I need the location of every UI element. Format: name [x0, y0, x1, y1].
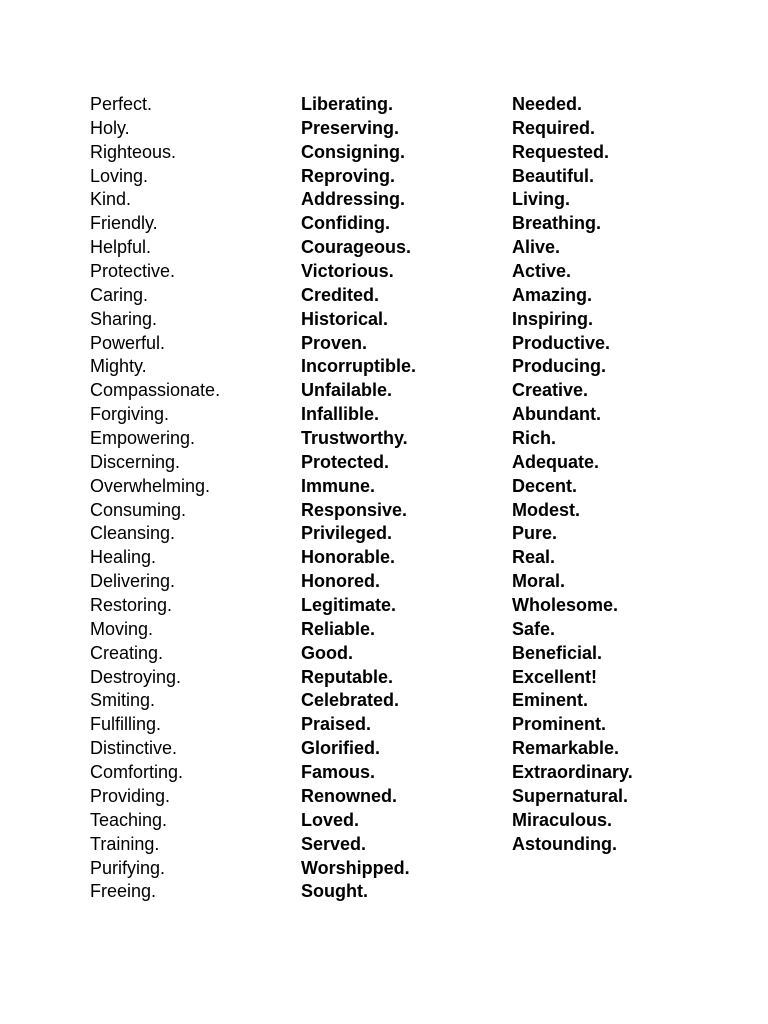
word-item: Loved. — [301, 809, 360, 830]
word-item: Comforting. — [90, 762, 184, 783]
word-item: Celebrated. — [301, 690, 400, 711]
word-item: Eminent. — [512, 690, 589, 711]
word-item: Active. — [512, 261, 572, 282]
word-item: Moral. — [512, 571, 566, 592]
word-item: Pure. — [512, 523, 558, 544]
word-item: Teaching. — [90, 809, 168, 830]
word-item: Holy. — [90, 117, 130, 138]
word-item: Protected. — [301, 451, 390, 472]
word-item: Honored. — [301, 571, 380, 592]
word-item: Sharing. — [90, 308, 158, 329]
word-item: Reliable. — [301, 618, 376, 639]
word-item: Credited. — [301, 284, 380, 305]
word-item: Distinctive. — [90, 738, 178, 759]
word-item: Modest. — [512, 499, 581, 520]
word-item: Cleansing. — [90, 523, 176, 544]
word-item: Reputable. — [301, 666, 394, 687]
word-item: Compassionate. — [90, 380, 221, 401]
word-item: Praised. — [301, 714, 372, 735]
word-item: Perfect. — [90, 94, 153, 114]
word-item: Addressing. — [301, 189, 406, 210]
word-item: Training. — [90, 833, 160, 854]
word-item: Safe. — [512, 618, 556, 639]
word-item: Caring. — [90, 284, 149, 305]
word-item: Breathing. — [512, 213, 602, 234]
word-item: Discerning. — [90, 451, 181, 472]
word-item: Reproving. — [301, 165, 396, 186]
word-item: Required. — [512, 117, 596, 138]
word-item: Freeing. — [90, 881, 157, 902]
word-item: Kind. — [90, 189, 132, 210]
word-item: Creative. — [512, 380, 589, 401]
word-item: Amazing. — [512, 284, 593, 305]
word-item: Supernatural. — [512, 785, 629, 806]
word-item: Protective. — [90, 261, 176, 282]
word-item: Astounding. — [512, 833, 617, 854]
word-item: Producing. — [512, 356, 606, 377]
word-item: Worshipped. — [301, 857, 410, 878]
word-item: Historical. — [301, 308, 389, 329]
word-item: Sought. — [301, 881, 368, 902]
word-item: Restoring. — [90, 595, 173, 616]
word-item: Fulfilling. — [90, 714, 162, 735]
word-item: Glorified. — [301, 738, 381, 759]
word-item: Healing. — [90, 547, 157, 568]
word-item: Incorruptible. — [301, 356, 417, 377]
word-item: Consigning. — [301, 141, 405, 162]
word-item: Wholesome. — [512, 595, 619, 616]
word-item: Moving. — [90, 618, 154, 639]
word-item: Creating. — [90, 642, 164, 663]
word-item: Extraordinary. — [512, 762, 633, 783]
word-column-1 — [90, 93, 220, 904]
word-item: Victorious. — [301, 261, 394, 282]
word-item: Delivering. — [90, 571, 176, 592]
word-item: Miraculous. — [512, 809, 613, 830]
word-item: Legitimate. — [301, 595, 397, 616]
word-item: Helpful. — [90, 237, 152, 258]
word-item: Friendly. — [90, 213, 158, 234]
word-item: Productive. — [512, 332, 611, 353]
word-item: Inspiring. — [512, 308, 593, 329]
word-item: Renowned. — [301, 785, 398, 806]
word-item: Preserving. — [301, 117, 400, 138]
word-item: Mighty. — [90, 356, 147, 377]
word-item: Consuming. — [90, 499, 187, 520]
word-item: Excellent! — [512, 666, 598, 687]
word-column-2 — [301, 93, 416, 904]
word-item: Living. — [512, 189, 570, 210]
word-item: Loving. — [90, 165, 149, 186]
word-item: Smiting. — [90, 690, 156, 711]
word-item: Privileged. — [301, 523, 393, 544]
word-item: Destroying. — [90, 666, 182, 687]
word-item: Liberating. — [301, 94, 394, 114]
word-item: Real. — [512, 547, 556, 568]
word-item: Famous. — [301, 762, 376, 783]
word-item: Served. — [301, 833, 367, 854]
word-item: Beneficial. — [512, 642, 603, 663]
word-item: Infallible. — [301, 404, 380, 425]
word-item: Responsive. — [301, 499, 408, 520]
word-item: Empowering. — [90, 428, 196, 449]
word-item: Overwhelming. — [90, 475, 211, 496]
word-item: Beautiful. — [512, 165, 595, 186]
word-item: Alive. — [512, 237, 561, 258]
word-item: Righteous. — [90, 141, 177, 162]
word-item: Adequate. — [512, 451, 600, 472]
word-item: Requested. — [512, 141, 610, 162]
word-item: Confiding. — [301, 213, 390, 234]
word-item: Needed. — [512, 94, 583, 114]
word-item: Prominent. — [512, 714, 607, 735]
word-item: Decent. — [512, 475, 578, 496]
word-item: Trustworthy. — [301, 428, 408, 449]
word-item: Immune. — [301, 475, 376, 496]
word-item: Abundant. — [512, 404, 601, 425]
word-item: Good. — [301, 642, 353, 663]
word-item: Honorable. — [301, 547, 396, 568]
word-item: Remarkable. — [512, 738, 620, 759]
word-column-3 — [512, 93, 633, 857]
word-item: Forgiving. — [90, 404, 170, 425]
word-item: Courageous. — [301, 237, 412, 258]
word-item: Rich. — [512, 428, 557, 449]
word-item: Purifying. — [90, 857, 166, 878]
word-item: Proven. — [301, 332, 368, 353]
word-item: Providing. — [90, 785, 171, 806]
word-item: Powerful. — [90, 332, 166, 353]
word-item: Unfailable. — [301, 380, 393, 401]
